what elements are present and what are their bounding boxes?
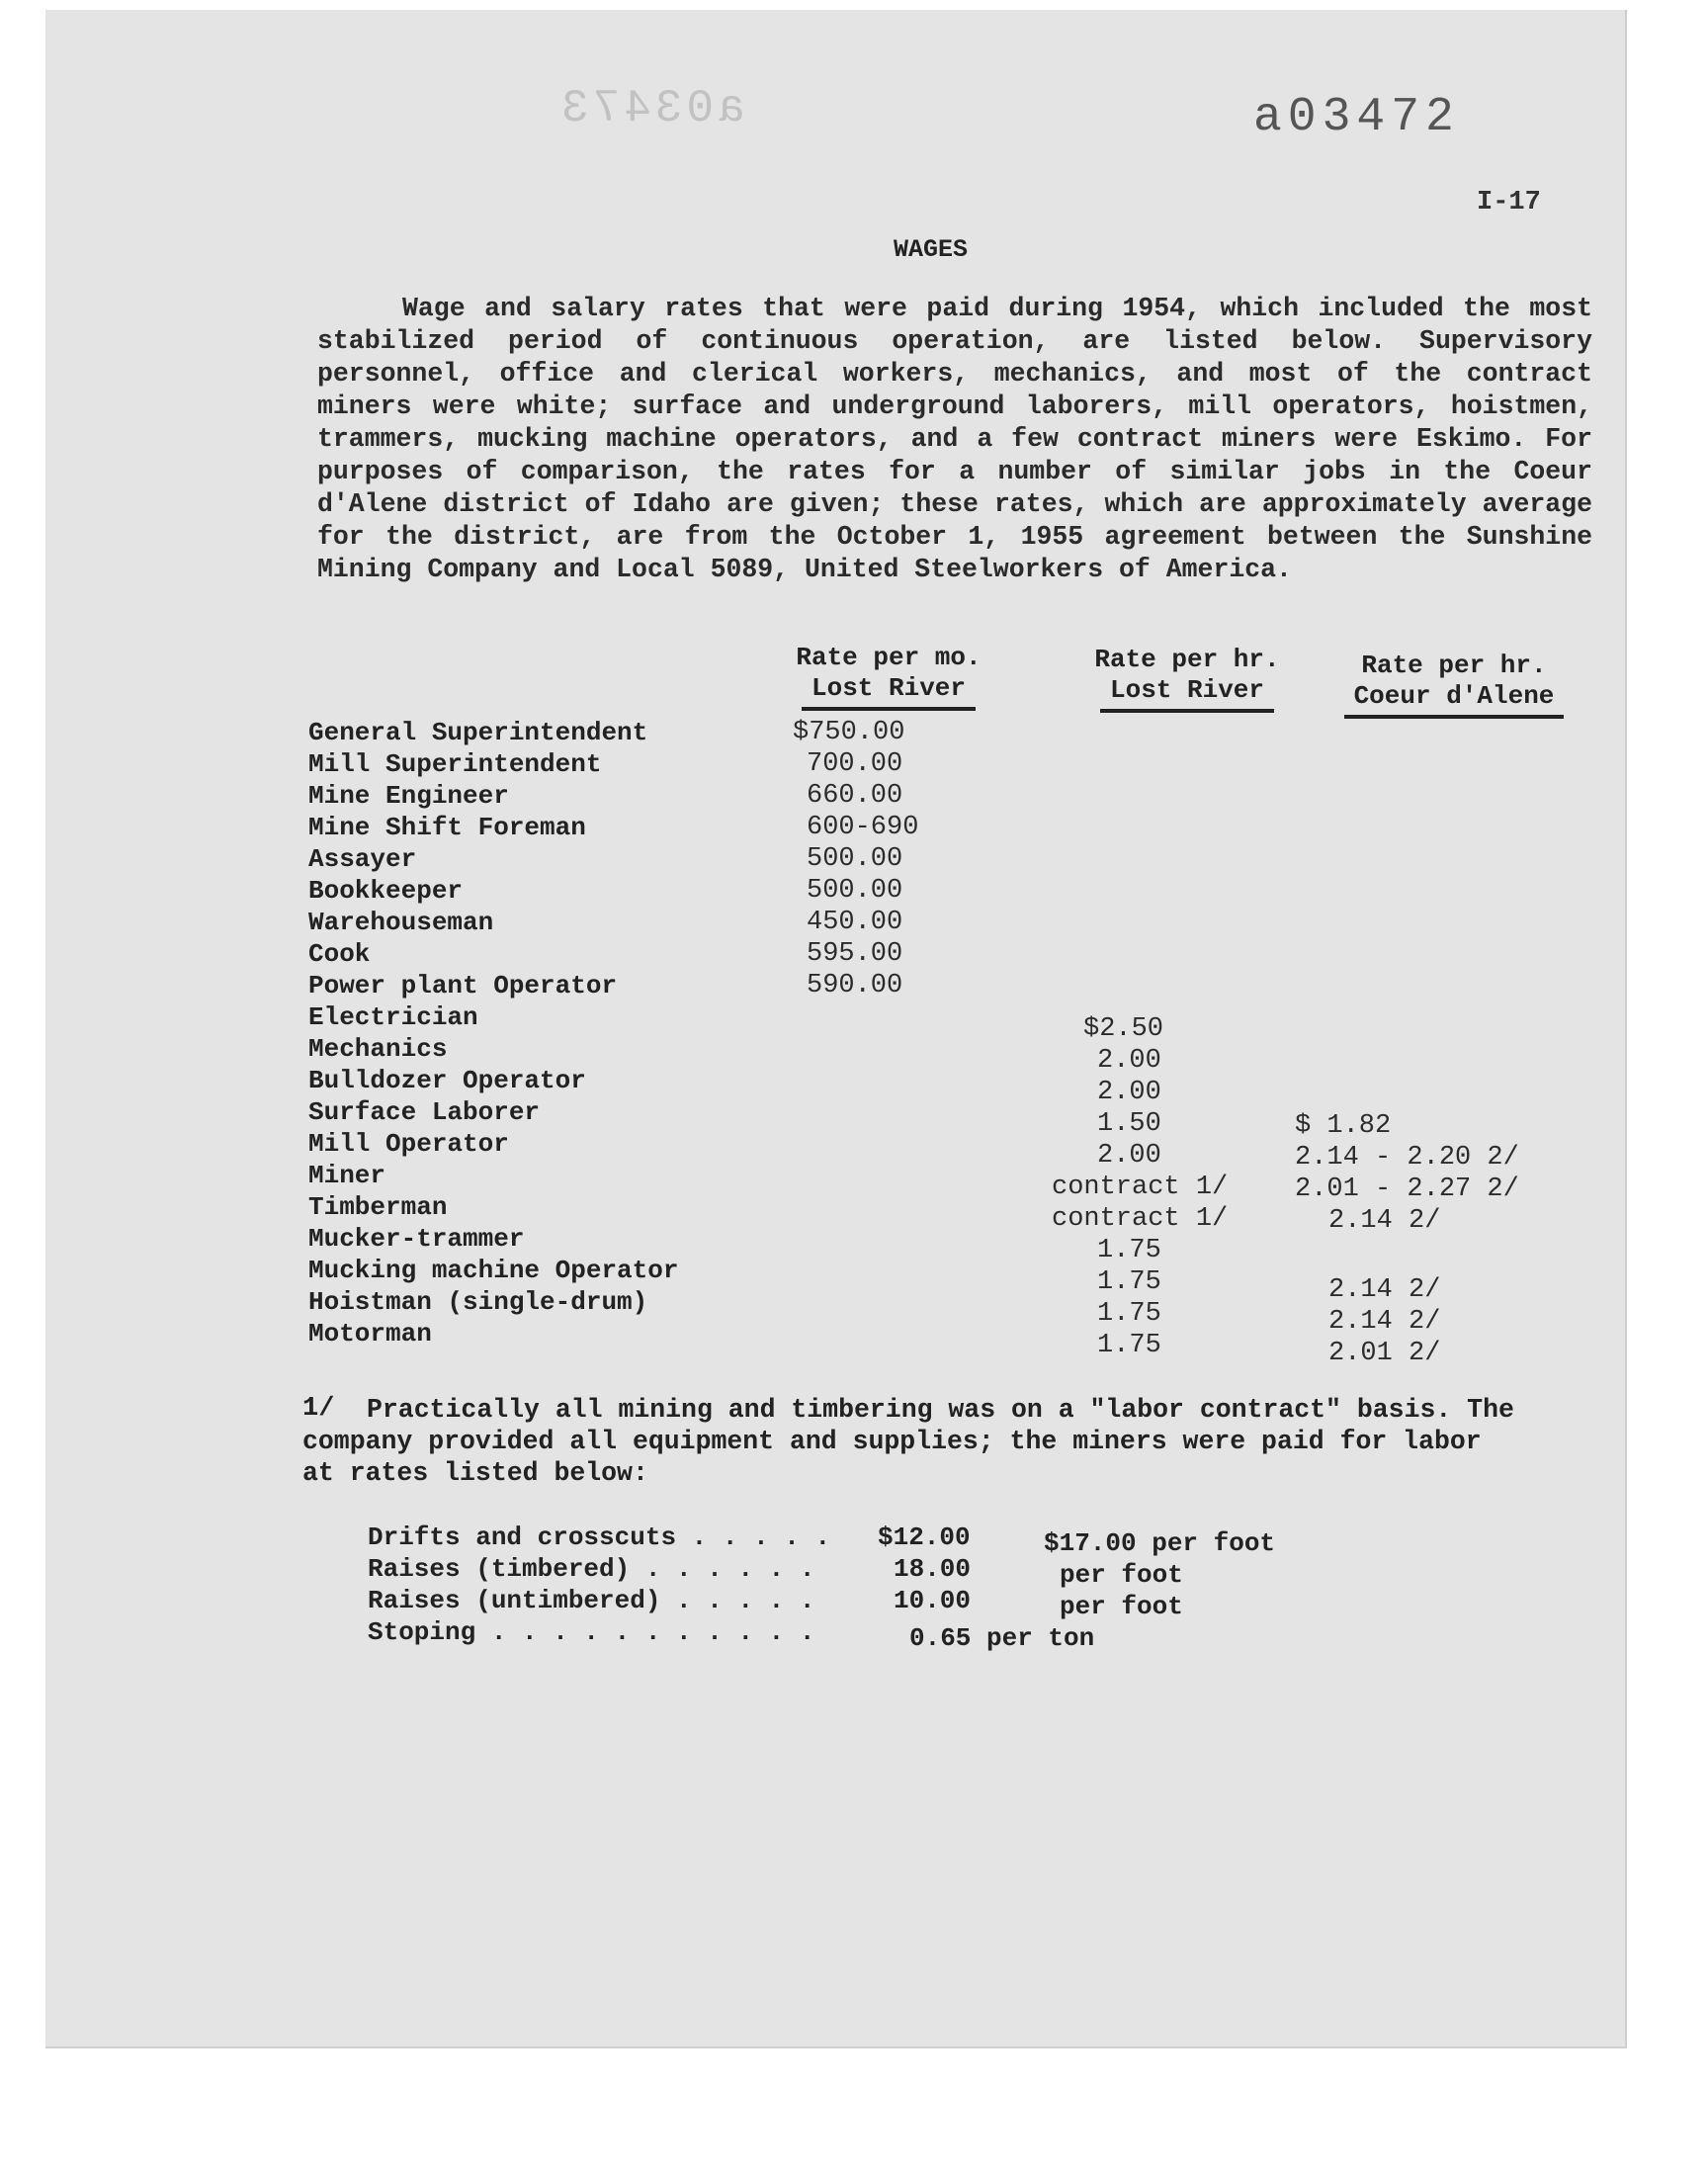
rate-month: 450.00: [807, 908, 903, 937]
column-header-line2: Lost River: [802, 673, 976, 711]
contract-item: Raises (timbered) . . . . . .: [368, 1554, 815, 1584]
page-number: I-17: [1477, 188, 1541, 218]
rate-hour-lost-river: 2.00: [1097, 1046, 1161, 1076]
job-title: Hoistman (single-drum): [308, 1287, 648, 1317]
column-header-line2: Lost River: [1100, 675, 1274, 713]
contract-rate-lost-river: $12.00: [878, 1522, 971, 1552]
rate-hour-lost-river: contract 1/: [1052, 1204, 1229, 1234]
job-title: Surface Laborer: [308, 1097, 541, 1127]
contract-rate-lost-river: 10.00: [894, 1586, 972, 1615]
contract-item: Raises (untimbered) . . . . .: [368, 1586, 815, 1615]
job-title: Mechanics: [308, 1034, 448, 1064]
rate-hour-lost-river: 1.75: [1097, 1331, 1161, 1360]
job-title: Mucking machine Operator: [308, 1256, 679, 1285]
job-title: Electrician: [308, 1002, 478, 1032]
job-title: Motorman: [308, 1319, 432, 1348]
column-header-line1: Rate per hr.: [1094, 645, 1280, 674]
rate-hour-lost-river: $2.50: [1083, 1014, 1164, 1044]
rate-month: 500.00: [807, 876, 903, 906]
rate-hour-coeur-dalene: 2.14 - 2.20 2/: [1295, 1143, 1519, 1173]
column-header-month-lost-river: [755, 643, 1022, 711]
intro-paragraph: Wage and salary rates that were paid during 1954, which included the most stabilized period of continuous operation, are listed below. Supervisory personnel, office and clerical workers, mechanics, and most of the contract miners were white; surface and underground laborers, mill operators, hoistmen, trammers, mucking machine operators, and a few contract miners were Eskimo. For purposes of comparison, the rates for a number of similar jobs in the Coeur d'Alene district of Idaho are given; these rates, which are approximately average for the district, are from the October 1, 1955 agreement between the Sunshine Mining Company and Local 5089, United Steelworkers of America.: [317, 294, 1592, 584]
rate-month: 660.00: [807, 781, 903, 811]
document-page: [45, 10, 1627, 2048]
contract-item: Stoping . . . . . . . . . . .: [368, 1617, 815, 1647]
column-header-line1: Rate per mo.: [796, 643, 982, 672]
job-title: Mine Engineer: [308, 781, 509, 811]
rate-hour-coeur-dalene: 2.01 2/: [1328, 1339, 1441, 1368]
rate-hour-lost-river: contract 1/: [1052, 1173, 1229, 1202]
job-title: Mill Superintendent: [308, 749, 602, 779]
rate-month: 595.00: [807, 939, 903, 969]
contract-rate-coeur-dalene: per foot: [1060, 1592, 1183, 1621]
rate-hour-coeur-dalene: $ 1.82: [1295, 1111, 1392, 1141]
job-title: Timberman: [308, 1192, 448, 1222]
rate-hour-lost-river: 2.00: [1097, 1141, 1161, 1171]
job-title: Mucker-trammer: [308, 1224, 525, 1254]
contract-rate-lost-river: 18.00: [894, 1554, 972, 1584]
rate-month: $750.00: [793, 718, 905, 747]
column-header-hour-coeur-dalene: [1330, 651, 1578, 719]
bleed-through-number: a03473: [557, 83, 745, 134]
rate-hour-lost-river: 1.75: [1097, 1299, 1161, 1329]
rate-hour-coeur-dalene: 2.14 2/: [1328, 1307, 1441, 1337]
footnote-text: Practically all mining and timbering was on a "labor contract" basis. The company provided all equipment and supplies; the miners were paid for labor at rates listed below:: [302, 1395, 1514, 1488]
rate-month: 700.00: [807, 749, 903, 779]
contract-item: Drifts and crosscuts . . . . .: [368, 1522, 831, 1552]
column-header-line1: Rate per hr.: [1361, 651, 1547, 680]
rate-hour-lost-river: 1.75: [1097, 1236, 1161, 1265]
job-title: Warehouseman: [308, 908, 494, 937]
rate-hour-lost-river: 1.50: [1097, 1109, 1161, 1139]
job-title: Bookkeeper: [308, 876, 464, 906]
job-title: Assayer: [308, 844, 417, 874]
job-title: Miner: [308, 1161, 386, 1190]
contract-rate-lost-river: 0.65 per ton: [909, 1623, 1095, 1653]
rate-hour-coeur-dalene: 2.14 2/: [1328, 1206, 1441, 1236]
column-header-hour-lost-river: [1054, 645, 1321, 713]
rate-month: 590.00: [807, 971, 903, 1000]
job-title: Bulldozer Operator: [308, 1066, 586, 1095]
job-title: Mill Operator: [308, 1129, 509, 1159]
rate-month: 600-690: [807, 813, 919, 842]
rate-hour-lost-river: 1.75: [1097, 1267, 1161, 1297]
rate-hour-coeur-dalene: 2.14 2/: [1328, 1275, 1441, 1305]
column-header-line2: Coeur d'Alene: [1344, 681, 1565, 719]
document-stamp-number: a03472: [1253, 91, 1460, 144]
page-title: WAGES: [894, 235, 969, 264]
contract-rate-coeur-dalene: $17.00 per foot: [1044, 1528, 1276, 1558]
rate-hour-coeur-dalene: 2.01 - 2.27 2/: [1295, 1174, 1519, 1204]
job-title: General Superintendent: [308, 718, 648, 747]
rate-month: 500.00: [807, 844, 903, 874]
job-title: Power plant Operator: [308, 971, 618, 1000]
footnote-mark: 1/: [302, 1394, 335, 1424]
contract-rate-coeur-dalene: per foot: [1060, 1560, 1183, 1590]
rate-hour-lost-river: 2.00: [1097, 1078, 1161, 1107]
job-title: Cook: [308, 939, 371, 969]
job-title: Mine Shift Foreman: [308, 813, 586, 842]
